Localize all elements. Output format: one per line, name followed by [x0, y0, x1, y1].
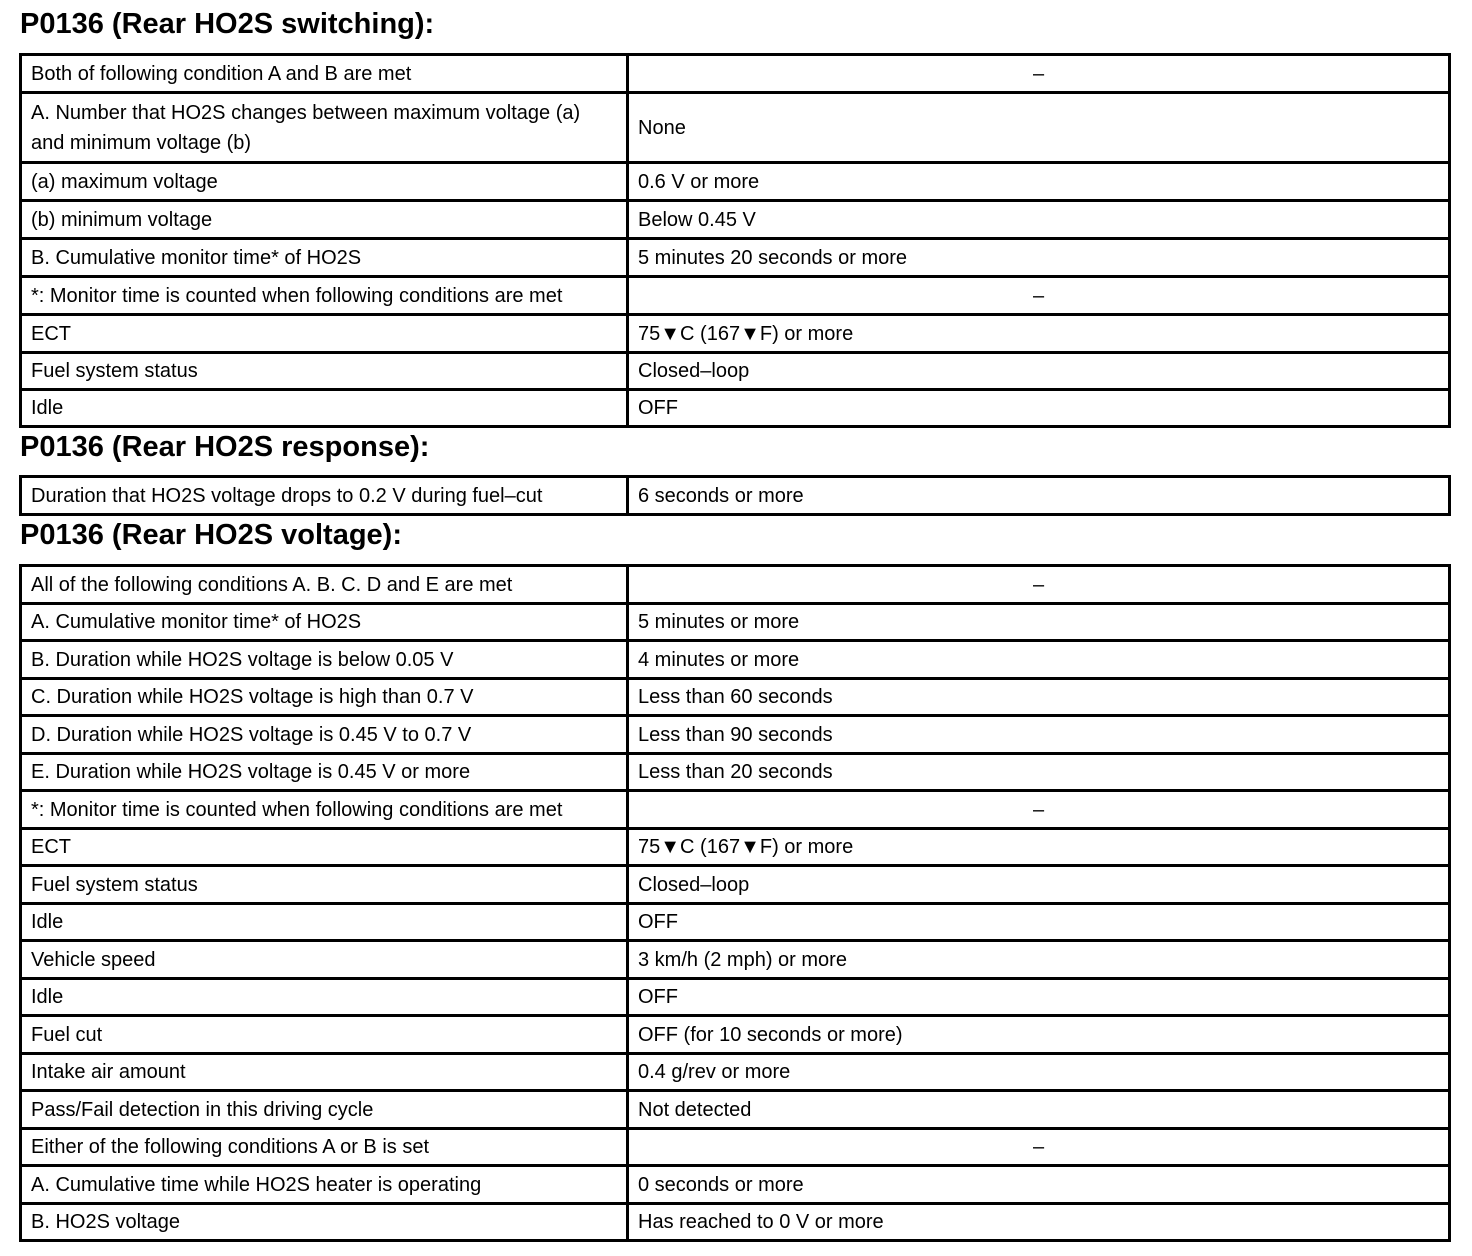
condition-cell: C. Duration while HO2S voltage is high than 0.7 V	[21, 679, 628, 716]
response-conditions-table	[19, 475, 1451, 516]
condition-cell: All of the following conditions A. B. C. D and E are met	[21, 566, 628, 604]
value-cell: 0.4 g/rev or more	[628, 1054, 1450, 1091]
condition-cell: (a) maximum voltage	[21, 163, 628, 201]
value-cell: Closed–loop	[628, 866, 1450, 904]
table-row	[21, 353, 1450, 390]
section-title-response: P0136 (Rear HO2S response):	[20, 431, 430, 463]
value-cell: Less than 90 seconds	[628, 716, 1450, 754]
value-cell: 0 seconds or more	[628, 1166, 1450, 1204]
value-cell: OFF (for 10 seconds or more)	[628, 1016, 1450, 1054]
value-cell: OFF	[628, 390, 1450, 427]
table-row	[21, 866, 1450, 904]
section-title-voltage: P0136 (Rear HO2S voltage):	[20, 519, 402, 551]
value-cell: 5 minutes or more	[628, 604, 1450, 641]
table-row	[21, 201, 1450, 239]
value-cell: –	[628, 55, 1450, 93]
condition-cell: ECT	[21, 315, 628, 353]
condition-cell: D. Duration while HO2S voltage is 0.45 V to 0.7 V	[21, 716, 628, 754]
value-cell: 75▼C (167▼F) or more	[628, 829, 1450, 866]
value-cell: Below 0.45 V	[628, 201, 1450, 239]
value-cell: Not detected	[628, 1091, 1450, 1129]
table-row	[21, 979, 1450, 1016]
condition-cell: B. Duration while HO2S voltage is below 0.05 V	[21, 641, 628, 679]
table-row	[21, 390, 1450, 427]
condition-cell: Fuel system status	[21, 353, 628, 390]
condition-cell: Idle	[21, 390, 628, 427]
condition-cell: B. HO2S voltage	[21, 1204, 628, 1241]
value-cell: –	[628, 566, 1450, 604]
table-row	[21, 315, 1450, 353]
table-row	[21, 754, 1450, 791]
table-row	[21, 641, 1450, 679]
table-row	[21, 1129, 1450, 1166]
condition-cell: A. Cumulative monitor time* of HO2S	[21, 604, 628, 641]
table-row	[21, 1016, 1450, 1054]
table-row	[21, 93, 1450, 163]
value-cell: –	[628, 277, 1450, 315]
condition-cell: Pass/Fail detection in this driving cycle	[21, 1091, 628, 1129]
condition-cell: Fuel cut	[21, 1016, 628, 1054]
condition-cell: Vehicle speed	[21, 941, 628, 979]
table-row	[21, 1054, 1450, 1091]
condition-cell: *: Monitor time is counted when following conditions are met	[21, 791, 628, 829]
condition-cell: Intake air amount	[21, 1054, 628, 1091]
condition-cell: Fuel system status	[21, 866, 628, 904]
table-row	[21, 1091, 1450, 1129]
table-row	[21, 1204, 1450, 1241]
value-cell: 0.6 V or more	[628, 163, 1450, 201]
table-row	[21, 941, 1450, 979]
value-cell: 4 minutes or more	[628, 641, 1450, 679]
table-row	[21, 163, 1450, 201]
value-cell: None	[628, 93, 1450, 163]
condition-cell: (b) minimum voltage	[21, 201, 628, 239]
condition-cell: A. Number that HO2S changes between maximum voltage (a) and minimum voltage (b)	[21, 93, 628, 163]
condition-cell: B. Cumulative monitor time* of HO2S	[21, 239, 628, 277]
table-row	[21, 1166, 1450, 1204]
value-cell: Closed–loop	[628, 353, 1450, 390]
condition-cell: E. Duration while HO2S voltage is 0.45 V or more	[21, 754, 628, 791]
table-row	[21, 477, 1450, 515]
value-cell: OFF	[628, 979, 1450, 1016]
value-cell: 3 km/h (2 mph) or more	[628, 941, 1450, 979]
table-row	[21, 239, 1450, 277]
condition-cell: A. Cumulative time while HO2S heater is operating	[21, 1166, 628, 1204]
table-row	[21, 604, 1450, 641]
value-cell: –	[628, 1129, 1450, 1166]
condition-cell: *: Monitor time is counted when following conditions are met	[21, 277, 628, 315]
condition-cell: Either of the following conditions A or B is set	[21, 1129, 628, 1166]
condition-cell: ECT	[21, 829, 628, 866]
voltage-conditions-table	[19, 564, 1451, 1242]
condition-cell: Idle	[21, 979, 628, 1016]
table-row	[21, 829, 1450, 866]
switching-conditions-table	[19, 53, 1451, 428]
table-row	[21, 791, 1450, 829]
value-cell: OFF	[628, 904, 1450, 941]
condition-cell: Both of following condition A and B are met	[21, 55, 628, 93]
condition-cell: Duration that HO2S voltage drops to 0.2 V during fuel–cut	[21, 477, 628, 515]
table-row	[21, 277, 1450, 315]
value-cell: 6 seconds or more	[628, 477, 1450, 515]
value-cell: Less than 20 seconds	[628, 754, 1450, 791]
section-title-switching: P0136 (Rear HO2S switching):	[20, 8, 435, 40]
value-cell: 5 minutes 20 seconds or more	[628, 239, 1450, 277]
value-cell: Less than 60 seconds	[628, 679, 1450, 716]
value-cell: Has reached to 0 V or more	[628, 1204, 1450, 1241]
table-row	[21, 679, 1450, 716]
table-row	[21, 55, 1450, 93]
value-cell: –	[628, 791, 1450, 829]
table-row	[21, 716, 1450, 754]
table-row	[21, 904, 1450, 941]
table-row	[21, 566, 1450, 604]
value-cell: 75▼C (167▼F) or more	[628, 315, 1450, 353]
condition-cell: Idle	[21, 904, 628, 941]
